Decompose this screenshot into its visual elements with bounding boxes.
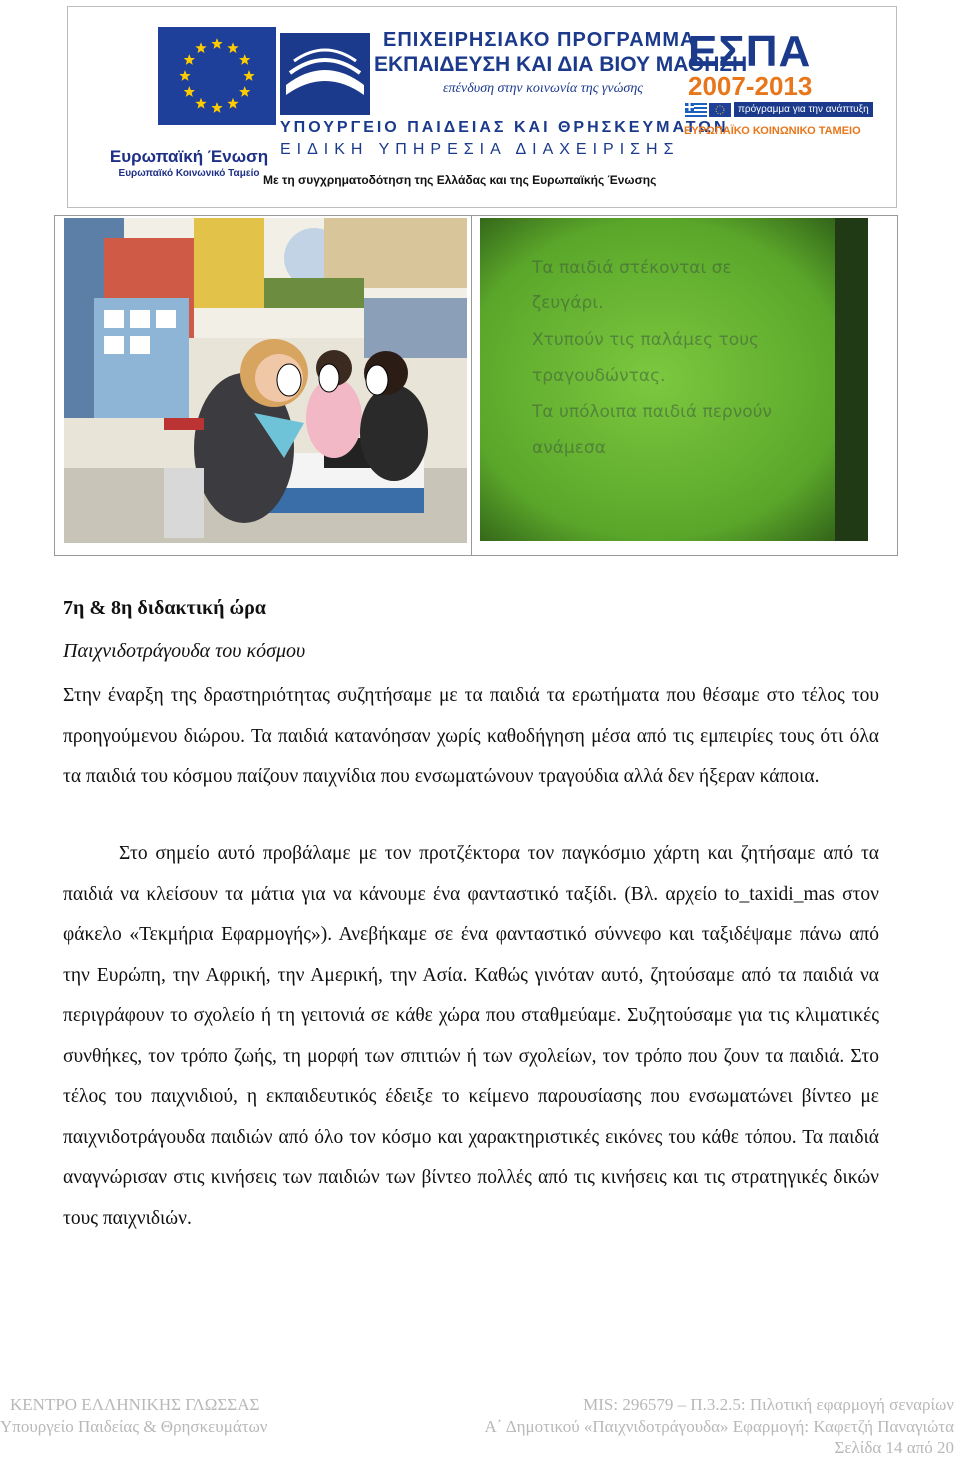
section-heading: 7η & 8η διδακτική ώρα bbox=[63, 597, 266, 619]
board-line: Χτυπούν τις παλάμες τους bbox=[532, 330, 760, 350]
paragraph-body: Στο σημείο αυτό προβάλαμε με τον προτζέκτορα τον παγκόσμιο χάρτη και ζητήσαμε από τα παιδιά να κλείσουν τα μάτια για να κάνουμε ένα φανταστικό ταξίδι. (Βλ. αρχείο to_taxidi_mas στον φάκελο «Τεκμήρια Εφαρμογής»). Ανεβήκαμε σε ένα φανταστικό σύννεφο και ταξιδέψαμε πάνω από την Ευρώπη, την Αφρική, την Αμερική, την Ασία. Καθώς γινόταν αυτό, ζητούσαμε από τα παιδιά να περιγράφουν το σχολείο ή τη γειτονιά σε κάθε χώρα που σταθμεύαμε. Συζητούσαμε για τις κλιματικές συνθήκες, τον τρόπο ζωής, τη μορφή των σπιτιών ή των σχολείων, τον τρόπο που ζουν τα παιδιά. Στο τέλος του παιχνιδιού, η εκπαιδευτικός έδειξε το κείμενο παρουσίασης που ενσωματώνει βίντεο με παιχνιδοτράγουδα παιδιών από όλο τον κόσμο και χαρακτηριστικές εικόνες του κάθε τόπου. Τα παιδιά αναγνώρισαν στις κινήσεις των παιδιών των βίντεο πολλές από τις κινήσεις και τις στρατηγικές δικών τους παιχνιδιών. bbox=[63, 843, 879, 1229]
board-line: τραγουδώντας. bbox=[532, 366, 666, 386]
footer-project: MIS: 296579 – Π.3.2.5: Πιλοτική εφαρμογή σεναρίων bbox=[583, 1395, 954, 1414]
program-subtitle: ΕΚΠΑΙΔΕΥΣΗ ΚΑΙ ΔΙΑ ΒΙΟΥ ΜΑΘΗΣΗ bbox=[374, 53, 748, 76]
classroom-photo bbox=[64, 218, 467, 543]
footer-org: ΚΕΝΤΡΟ ΕΛΛΗΝΙΚΗΣ ΓΛΩΣΣΑΣ bbox=[10, 1395, 260, 1414]
espa-years: 2007-2013 bbox=[688, 71, 813, 101]
espa-slogan: πρόγραμμα για την ανάπτυξη bbox=[734, 102, 873, 117]
espa-logo-title: ΕΣΠΑ bbox=[688, 27, 812, 76]
header-banner bbox=[67, 6, 897, 208]
eu-subtitle: Ευρωπαϊκό Κοινωνικό Ταμείο bbox=[118, 168, 260, 179]
photo-table bbox=[54, 215, 898, 556]
footer-ministry: Υπουργείο Παιδείας & Θρησκευμάτων bbox=[0, 1417, 268, 1436]
footer-scenario: Α΄ Δημοτικού «Παιχνιδοτράγουδα» Εφαρμογή: Καφετζή Παναγιώτα bbox=[484, 1417, 954, 1436]
board-line: ανάμεσα bbox=[532, 438, 606, 458]
page-number: Σελίδα 14 από 20 bbox=[834, 1438, 954, 1457]
eu-small-flag-icon bbox=[709, 103, 731, 117]
eu-flag-icon bbox=[158, 27, 276, 125]
service-name: ΕΙΔΙΚΗ ΥΠΗΡΕΣΙΑ ΔΙΑΧΕΙΡΙΣΗΣ bbox=[280, 141, 680, 158]
program-slogan: επένδυση στην κοινωνία της γνώσης bbox=[443, 81, 643, 96]
program-title: ΕΠΙΧΕΙΡΗΣΙΑΚΟ ΠΡΟΓΡΑΜΜΑ bbox=[383, 29, 696, 51]
whiteboard-photo bbox=[480, 218, 868, 541]
eu-title: Ευρωπαϊκή Ένωση bbox=[109, 147, 269, 166]
table-divider bbox=[471, 216, 472, 555]
board-line: Τα υπόλοιπα παιδιά περνούν bbox=[532, 402, 772, 422]
open-book-logo-icon bbox=[280, 25, 370, 115]
greek-flag-icon bbox=[685, 103, 707, 117]
board-line: Τα παιδιά στέκονται σε bbox=[532, 258, 732, 278]
ministry-name: ΥΠΟΥΡΓΕΙΟ ΠΑΙΔΕΙΑΣ ΚΑΙ ΘΡΗΣΚΕΥΜΑΤΩΝ bbox=[280, 119, 729, 136]
cofunding-note: Με τη συγχρηματοδότηση της Ελλάδας και της Ευρωπαϊκής Ένωσης bbox=[263, 173, 657, 187]
espa-fund: ΕΥΡΩΠΑΪΚΟ ΚΟΙΝΩΝΙΚΟ ΤΑΜΕΙΟ bbox=[684, 125, 861, 137]
section-subheading: Παιχνιδοτράγουδα του κόσμου bbox=[63, 640, 306, 662]
board-line: ζευγάρι. bbox=[532, 293, 604, 313]
paragraph-intro: Στην έναρξη της δραστηριότητας συζητήσαμε με τα παιδιά τα ερωτήματα που θέσαμε στο τέλος του προηγούμενου διώρου. Τα παιδιά κατανόησαν χωρίς καθοδήγηση μέσα από τις εμπειρίες τους ότι όλα τα παιδιά του κόσμου παίζουν παιχνίδια που ενσωματώνουν τραγούδια αλλά δεν ήξεραν κάποια. bbox=[63, 685, 879, 787]
